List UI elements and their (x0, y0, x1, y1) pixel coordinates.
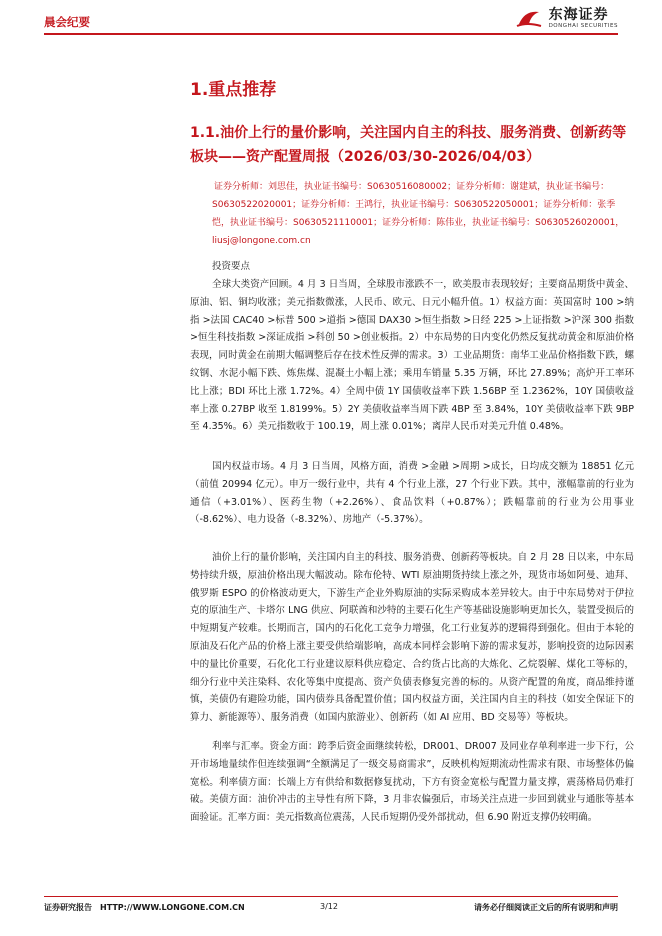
donghai-logo-icon (515, 6, 543, 30)
paragraph-text: 利率与汇率。资金方面：跨季后资金面继续转松，DR001、DR007 及同业存单利率进一步下行，公开市场地量续作但连续强调“全额满足了一级交易商需求”，反映机构短期流动性需求有限、市场整体仍偏宽松。利率债方面：长端上方有供给和数据修复扰动，下方有资金宽松与配置力量支撑，震荡格局仍难打破。美债方面：油价冲击的主导性有所下降，3 月非农偏强后，市场关注点进一步回到就业与通胀等基本面验证。汇率方面：美元指数高位震荡，人民币短期仍受外部扰动，但 6.90 附近支撑仍较明确。 (190, 741, 634, 824)
company-logo (515, 6, 618, 30)
section-title: 1.重点推荐 (190, 80, 277, 100)
footer-left (44, 902, 245, 913)
investment-highlights-label: 投资要点 (212, 261, 251, 272)
paragraph-text: 油价上行的量价影响，关注国内自主的科技、服务消费、创新药等板块。自 2 月 28 日以来，中东局势持续升级，原油价格出现大幅波动。除布伦特、WTI 原油期货持续上涨之外，现货市场如阿曼、迪拜、俄罗斯 ESPO 的价格波动更大，下游生产企业外购原油的实际采购成本差异较大。由于中东局势对于伊拉克的原油生产、卡塔尔 LNG 供应、阿联酋和沙特的主要石化生产等基础设施影响更加长久，装置受损后的中短期复产较难。长期而言，国内的石化化工竞争力增强，化工行业复苏的逻辑得到强化。但由于本轮的原油及石化产品的价格上涨主要受供给端影响，高成本同样会影响下游的需求复苏，影响投资的边际因素中的量比价重要，石化化工行业建议原料供应稳定、合约货占比高的大炼化、乙烷裂解、煤化工等标的，细分行业中关注染料、农化等集中度提高、资产负债表修复完善的标的。从资产配置的角度，商品维持谨慎，美债仍有避险功能，国内债券具备配置价值；国内权益方面，关注国内自主的科技（如安全保证下的算力、新能源等）、服务消费（如国内旅游业）、创新药（如 AI 应用、BD 交易等）等板块。 (190, 552, 634, 724)
footer-disclaimer: 请务必仔细阅读正文后的所有说明和声明 (474, 903, 618, 912)
report-type-tag: 晨会纪要 (44, 15, 90, 29)
footer-divider (44, 896, 618, 897)
paragraph-text: 国内权益市场。4 月 3 日当周，风格方面，消费 >金融 >周期 >成长，日均成交额为 18851 亿元（前值 20994 亿元）。申万一级行业中，共有 4 个行业上涨，27 个行业下跌。其中，涨幅靠前的行业为通信（+3.01%）、医药生物（+2.26%）、食品饮料（+0.87%）；跌幅靠前的行业为公用事业（-8.62%）、电力设备（-8.32%）、房地产（-5.37%）。 (190, 461, 634, 526)
paragraph-rates-fx (190, 738, 634, 827)
logo-english-name: DONGHAI SECURITIES (548, 22, 618, 29)
analyst-text: 证券分析师：刘思佳，执业证书编号：S0630516080002；证券分析师：谢建斌，执业证书编号：S0630522020001；证券分析师：王鸿行，执业证书编号：S0630522050001；证券分析师：张季恺，执业证书编号：S0630521110001；证券分析师：陈伟业，执业证书编号：S0630526020001，liusj@longone.com.cn (212, 182, 625, 246)
page-number: 3/12 (320, 902, 338, 911)
header-divider (44, 33, 618, 35)
footer-report-label: 证券研究报告 (44, 903, 92, 912)
paragraph-oil-price-impact (190, 549, 634, 727)
footer-website-link[interactable]: HTTP://WWW.LONGONE.COM.CN (100, 903, 245, 912)
analyst-info (212, 178, 630, 250)
paragraph-domestic-equity (190, 458, 634, 529)
paragraph-asset-review (190, 276, 634, 436)
section-subtitle: 1.1.油价上行的量价影响，关注国内自主的科技、服务消费、创新药等板块——资产配置周报（2026/03/30-2026/04/03） (190, 125, 627, 165)
logo-chinese-name: 东海证券 (548, 6, 609, 23)
paragraph-text: 全球大类资产回顾。4 月 3 日当周，全球股市涨跌不一，欧美股市表现较好；主要商品期货中黄金、原油、铝、铜均收涨；美元指数微涨，人民币、欧元、日元小幅升值。1）权益方面：英国富时 100 >纳指 >法国 CAC40 >标普 500 >道指 >德国 DAX30 >恒生指数 >日经 225 >上证指数 >沪深 300 指数 >恒生科技指数 >深证成指 >科创 50 >创业板指。2）中东局势的日内变化仍然反复扰动黄金和原油价格表现，同时黄金在前期大幅调整后存在技术性反弹的需求。3）工业品期货：南华工业品价格指数下跌，螺纹钢、水泥小幅下跌、炼焦煤、混凝土小幅上涨；乘用车销量 5.35 万辆，环比 27.89%；高炉开工率环比上涨；BDI 环比上涨 1.72%。4）全周中债 1Y 国债收益率下跌 1.56BP 至 1.2362%，10Y 国债收益率上涨 0.27BP 收至 1.8199%。5）2Y 美债收益率当周下跌 4BP 至 3.84%，10Y 美债收益率下跌 9BP 至 4.35%。6）美元指数收于 100.19，周上涨 0.01%；离岸人民币对美元升值 0.48%。 (190, 279, 634, 433)
